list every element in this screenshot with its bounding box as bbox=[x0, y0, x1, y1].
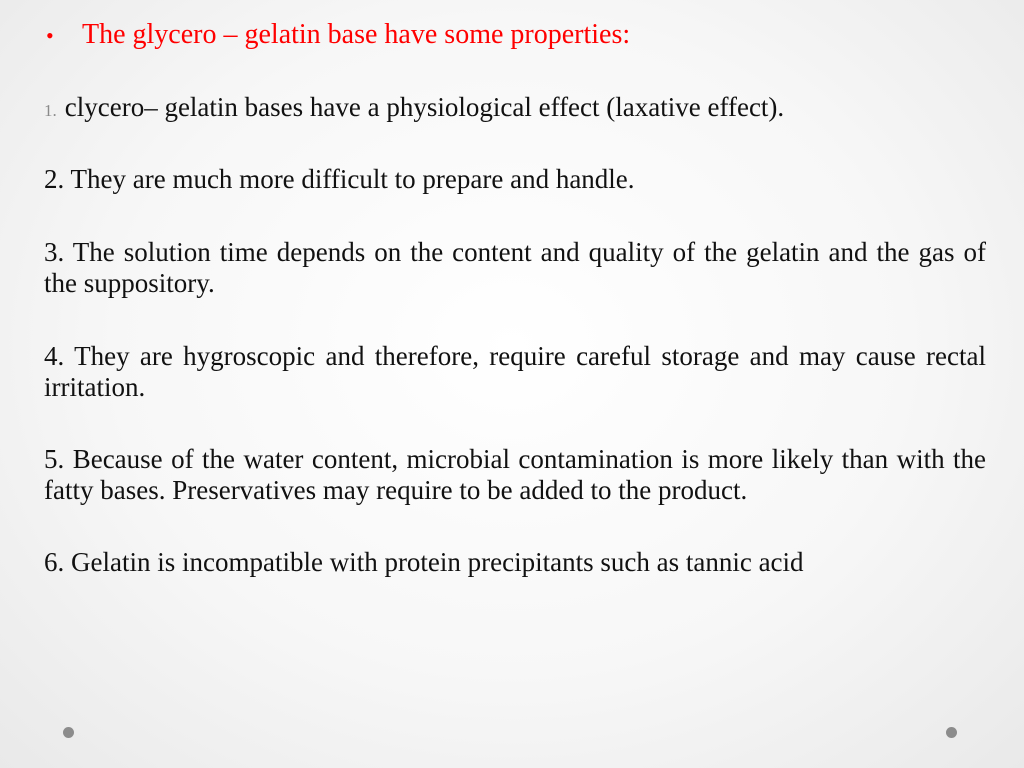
item-number: 2. bbox=[44, 164, 65, 194]
item-text: They are much more difficult to prepare and handle. bbox=[70, 164, 635, 194]
list-item bbox=[44, 92, 986, 126]
item-text: Because of the water content, microbial contamination is more likely than with the fatty bases. Preservatives may require to be added to the product. bbox=[44, 444, 987, 505]
bullet-icon: • bbox=[46, 23, 54, 48]
item-number: 1. bbox=[44, 101, 57, 120]
slide-title-text: The glycero – gelatin base have some properties: bbox=[82, 19, 631, 50]
slide-title bbox=[46, 18, 630, 53]
list-item bbox=[44, 164, 986, 195]
list-item bbox=[44, 341, 986, 403]
item-number: 4. bbox=[44, 341, 65, 371]
item-text: The solution time depends on the content and quality of the gelatin and the gas of the suppository. bbox=[44, 237, 987, 298]
corner-dot-left bbox=[63, 727, 74, 738]
list-item bbox=[44, 237, 986, 299]
list-item bbox=[44, 547, 986, 578]
item-text: They are hygroscopic and therefore, require careful storage and may cause rectal irritation. bbox=[44, 341, 986, 402]
item-text: Gelatin is incompatible with protein precipitants such as tannic acid bbox=[71, 547, 804, 577]
item-number: 5. bbox=[44, 444, 65, 474]
corner-dot-right bbox=[946, 727, 957, 738]
item-number: 3. bbox=[44, 237, 65, 267]
item-number: 6. bbox=[44, 547, 65, 577]
item-text: clycero– gelatin bases have a physiological effect (laxative effect). bbox=[64, 92, 785, 122]
list-item bbox=[44, 444, 986, 506]
